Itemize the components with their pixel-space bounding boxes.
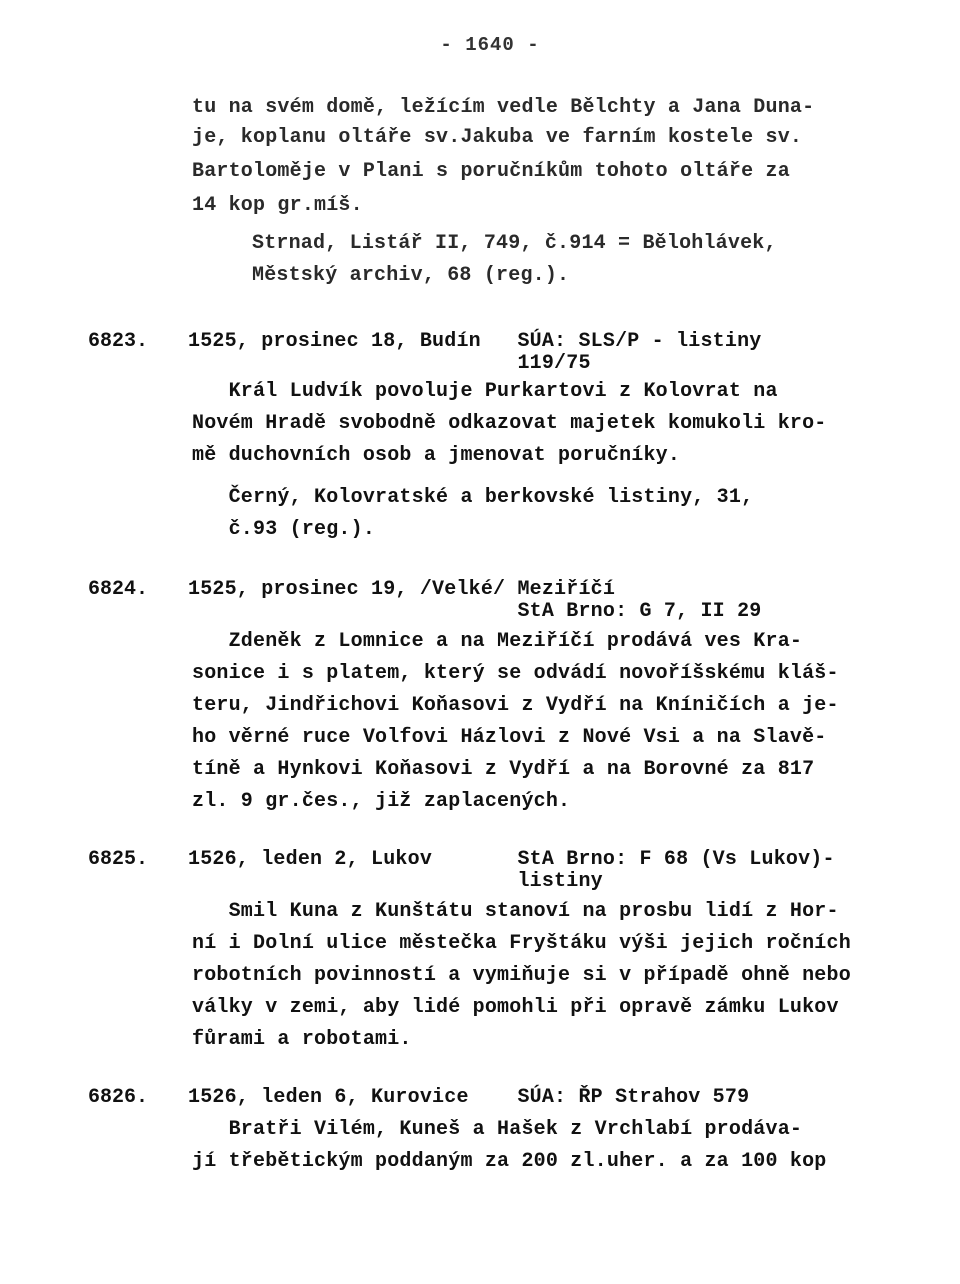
entry-number: 6824.: [88, 578, 149, 601]
intro-line: Bartoloměje v Plani s poručníkům tohoto oltáře za: [192, 160, 790, 183]
intro-source-line: Strnad, Listář II, 749, č.914 = Bělohlávek,: [252, 232, 777, 255]
intro-line: tu na svém domě, ležícím vedle Bělchty a Jana Duna-: [192, 96, 815, 119]
entry-number: 6825.: [88, 848, 149, 871]
entry-text-line: teru, Jindřichovi Koňasovi z Vydří na Kníničích a je-: [192, 694, 839, 717]
page-number: - 1640 -: [440, 34, 540, 56]
entry-header-line: 119/75: [188, 352, 591, 375]
entry-header-line: listiny: [188, 870, 603, 893]
entry-text-line: fůrami a robotami.: [192, 1028, 412, 1051]
entry-header-line: StA Brno: G 7, II 29: [188, 600, 762, 623]
entry-number: 6826.: [88, 1086, 149, 1109]
entry-header-line: 1525, prosinec 18, Budín SÚA: SLS/P - listiny: [188, 330, 762, 353]
entry-header-line: 1526, leden 6, Kurovice SÚA: ŘP Strahov 579: [188, 1086, 750, 1109]
entry-text-line: sonice i s platem, který se odvádí novoříšskému kláš-: [192, 662, 839, 685]
entry-text-line: Král Ludvík povoluje Purkartovi z Kolovrat na: [192, 380, 778, 403]
entry-text-line: ní i Dolní ulice městečka Fryštáku výši jejich ročních: [192, 932, 851, 955]
entry-text-line: mě duchovních osob a jmenovat poručníky.: [192, 444, 681, 467]
entry-text-line: robotních povinností a vymiňuje si v případě ohně nebo: [192, 964, 851, 987]
entry-header-line: 1526, leden 2, Lukov StA Brno: F 68 (Vs Lukov)-: [188, 848, 835, 871]
entry-source-line: č.93 (reg.).: [192, 518, 376, 541]
entry-text-line: Novém Hradě svobodně odkazovat majetek komukoli kro-: [192, 412, 827, 435]
intro-line: 14 kop gr.míš.: [192, 194, 363, 217]
intro-source-line: Městský archiv, 68 (reg.).: [252, 264, 570, 287]
intro-line: je, koplanu oltáře sv.Jakuba ve farním kostele sv.: [192, 126, 803, 149]
entry-text-line: ho věrné ruce Volfovi Házlovi z Nové Vsi a na Slavě-: [192, 726, 827, 749]
entry-text-line: Smil Kuna z Kunštátu stanoví na prosbu lidí z Hor-: [192, 900, 839, 923]
entry-text-line: Zdeněk z Lomnice a na Meziříčí prodává ves Kra-: [192, 630, 803, 653]
entry-text-line: války v zemi, aby lidé pomohli při opravě zámku Lukov: [192, 996, 839, 1019]
entry-text-line: jí třebětickým poddaným za 200 zl.uher. a za 100 kop: [192, 1150, 827, 1173]
entry-number: 6823.: [88, 330, 149, 353]
entry-text-line: Bratři Vilém, Kuneš a Hašek z Vrchlabí prodáva-: [192, 1118, 803, 1141]
entry-text-line: zl. 9 gr.čes., již zaplacených.: [192, 790, 571, 813]
entry-text-line: tíně a Hynkovi Koňasovi z Vydří a na Borovné za 817: [192, 758, 815, 781]
entry-source-line: Černý, Kolovratské a berkovské listiny, 31,: [192, 486, 754, 509]
entry-header-line: 1525, prosinec 19, /Velké/ Meziříčí: [188, 578, 616, 601]
